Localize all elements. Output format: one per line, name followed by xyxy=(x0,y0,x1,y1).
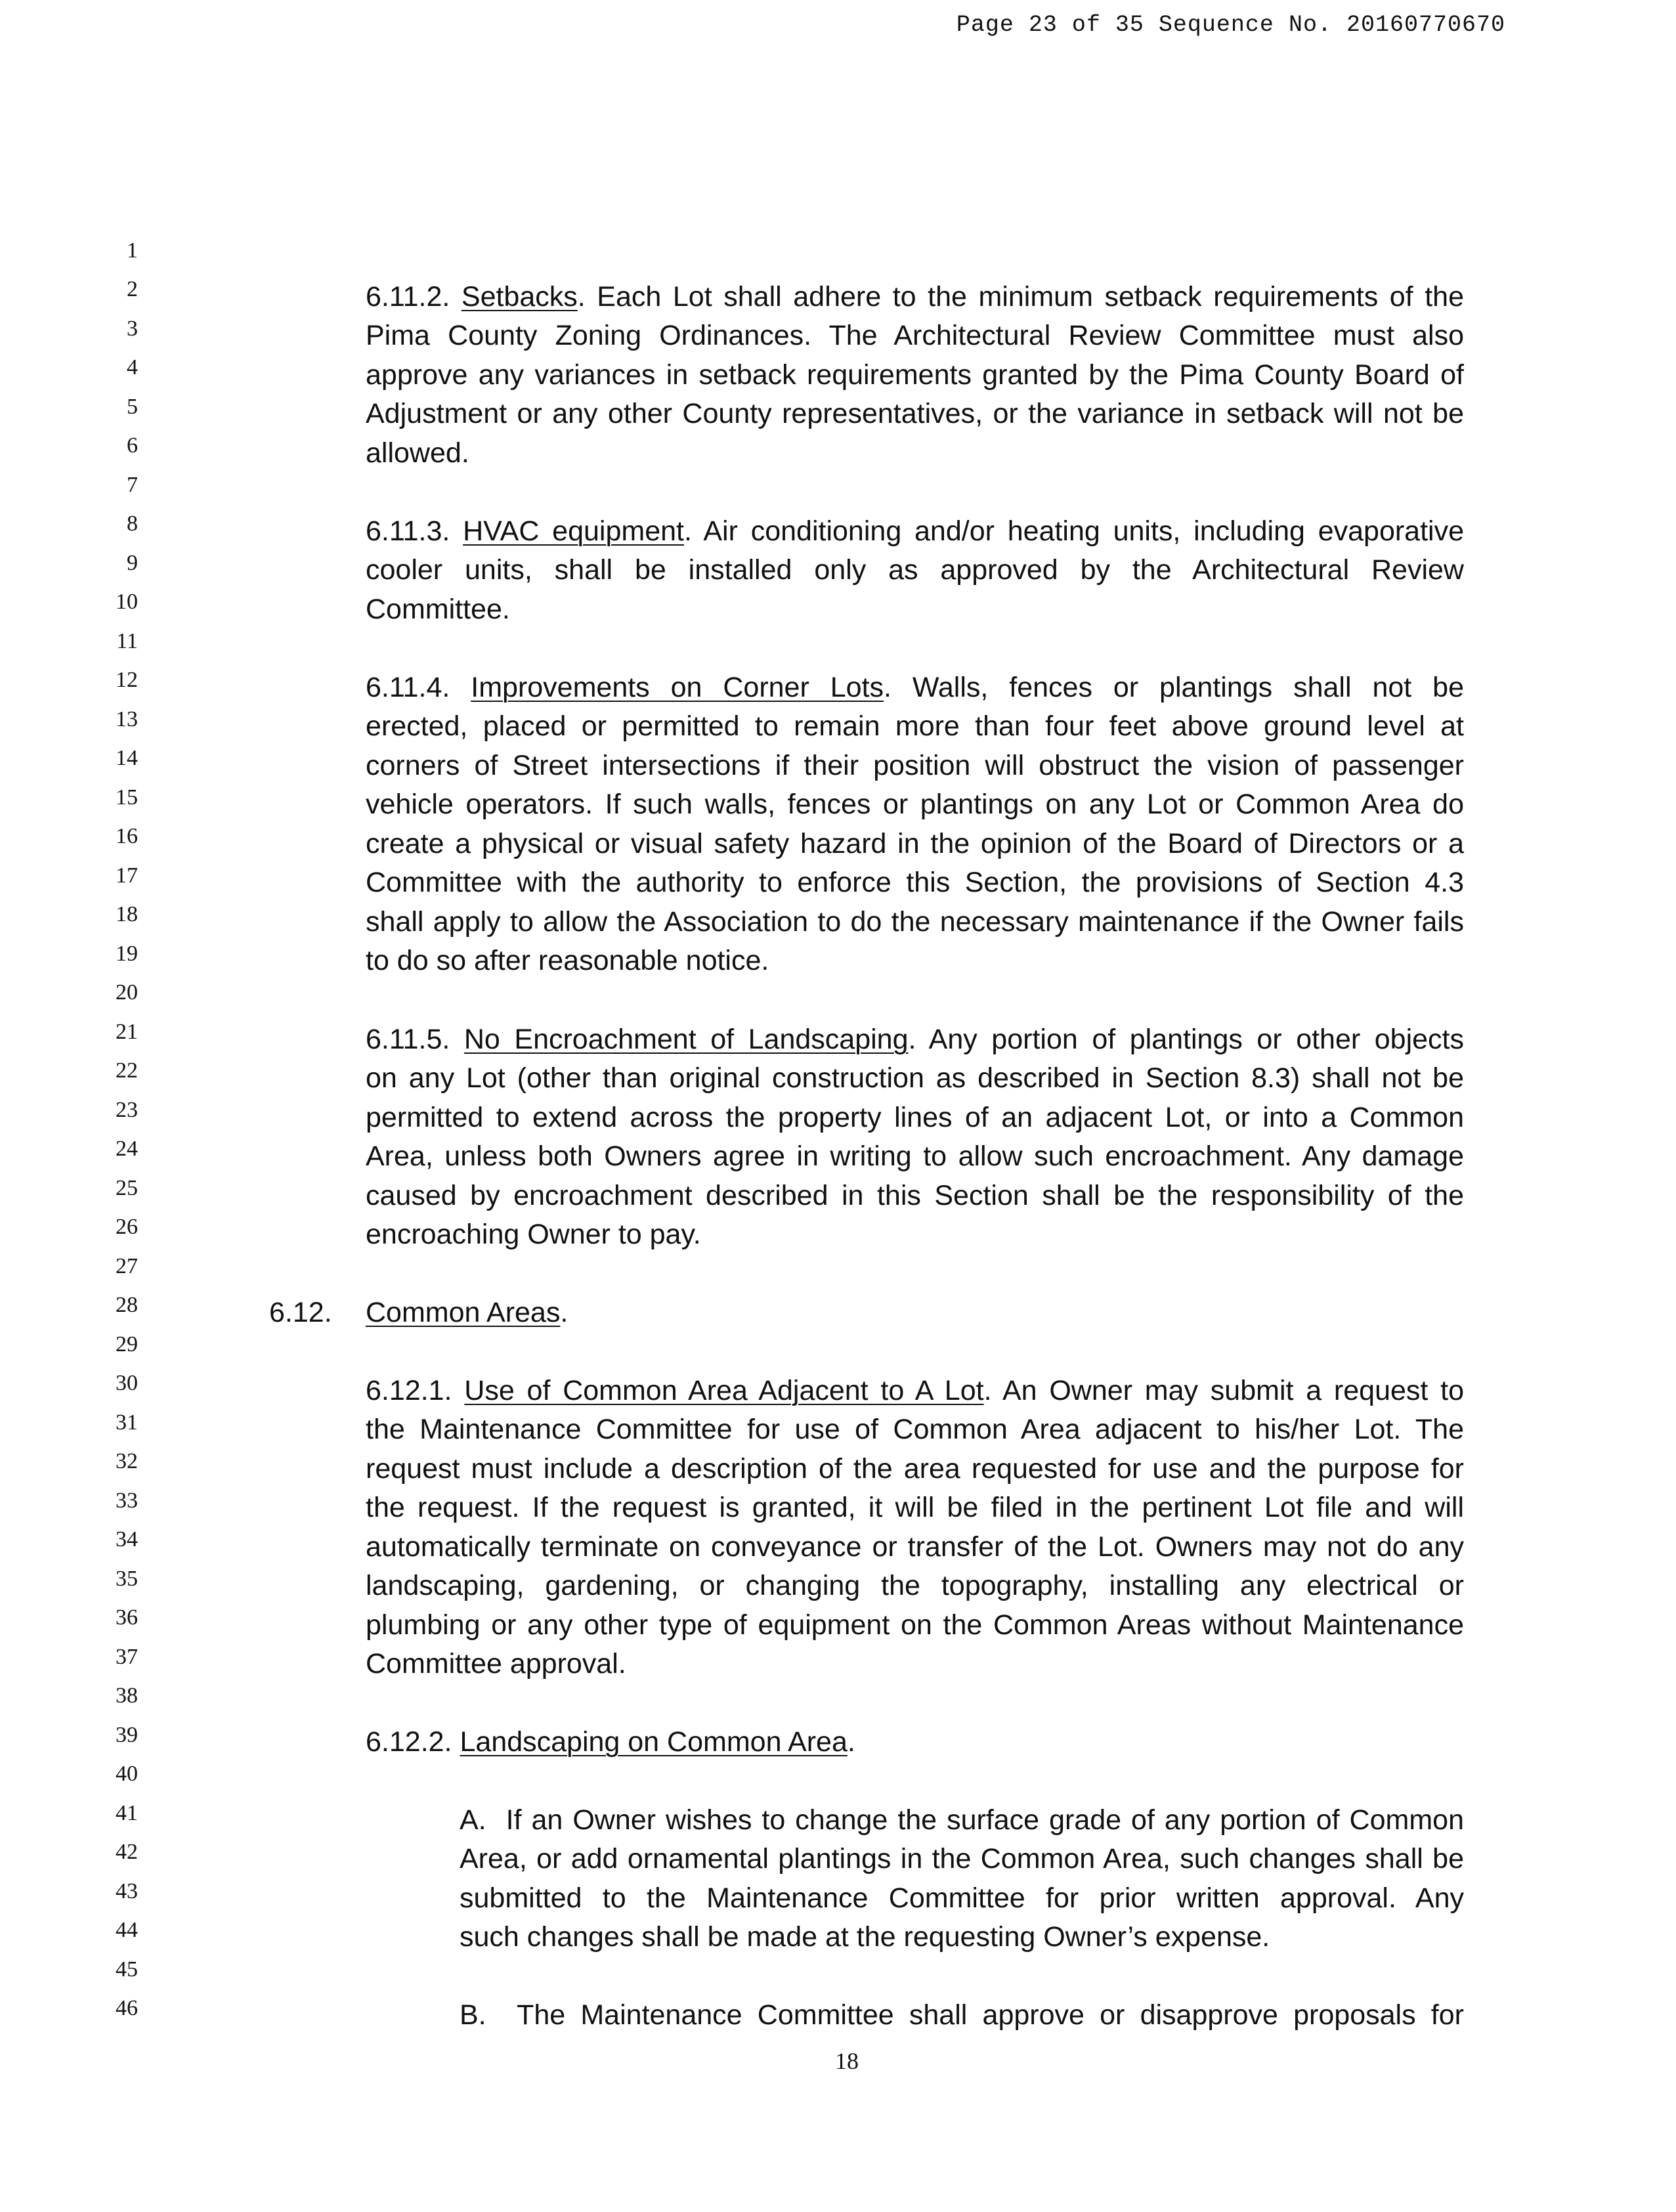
section-text: Air conditioning and/or heating units, including evaporative xyxy=(703,515,1465,547)
text-line: shall apply to allow the Association to do the necessary maintenance if the Owner fails xyxy=(366,906,1464,938)
line-number: 2 xyxy=(127,277,138,301)
text-line: Pima County Zoning Ordinances. The Architectural Review Committee must also xyxy=(366,320,1464,351)
line-number: 15 xyxy=(116,785,138,810)
section-heading: Use of Common Area Adjacent to A Lot xyxy=(464,1375,984,1406)
text-line: encroaching Owner to pay. xyxy=(366,1219,701,1250)
text-line: 6.11.4. Improvements on Corner Lots. Walls, fences or plantings shall not be xyxy=(366,672,1464,703)
section-number: 6.11.2. xyxy=(366,281,450,313)
section-text: Any portion of plantings or other objects xyxy=(928,1024,1465,1055)
line-number: 16 xyxy=(116,824,138,848)
line-number: 14 xyxy=(116,746,138,770)
line-number: 18 xyxy=(116,902,138,926)
line-number: 17 xyxy=(116,863,138,888)
text-line: Adjustment or any other County representatives, or the variance in setback will not be xyxy=(366,398,1464,429)
line-number: 20 xyxy=(116,980,138,1005)
section-number: 6.12. xyxy=(269,1297,332,1328)
line-number: 31 xyxy=(116,1410,138,1435)
line-number: 1 xyxy=(127,238,138,263)
section-text: Walls, fences or plantings shall not be xyxy=(912,672,1464,703)
text-line: cooler units, shall be installed only as approved by the Architectural Review xyxy=(366,554,1464,586)
text-line: allowed. xyxy=(366,437,469,469)
line-number: 46 xyxy=(116,1996,138,2020)
section-number: 6.11.3. xyxy=(366,515,450,547)
line-number: 34 xyxy=(116,1527,138,1551)
text-line: 6.11.5. No Encroachment of Landscaping. Any portion of plantings or other objects xyxy=(366,1024,1465,1055)
section-heading: Setbacks xyxy=(461,281,578,313)
line-number: 23 xyxy=(116,1098,138,1122)
text-line: erected, placed or permitted to remain more than four feet above ground level at xyxy=(366,710,1464,742)
line-number: 42 xyxy=(116,1840,138,1864)
section-heading-line: Common Areas. xyxy=(366,1297,569,1328)
line-number: 38 xyxy=(116,1683,138,1708)
text-line: permitted to extend across the property lines of an adjacent Lot, or into a Common xyxy=(366,1102,1464,1133)
text-line: create a physical or visual safety hazard in the opinion of the Board of Directors or a xyxy=(366,828,1464,859)
line-number: 43 xyxy=(116,1879,138,1903)
section-heading: Landscaping on Common Area xyxy=(460,1726,848,1758)
line-number: 22 xyxy=(116,1058,138,1083)
line-number: 27 xyxy=(116,1254,138,1278)
text-line: landscaping, gardening, or changing the topography, installing any electrical or xyxy=(366,1570,1464,1601)
text-line: request must include a description of the area requested for use and the purpose for xyxy=(366,1453,1464,1485)
text-line: submitted to the Maintenance Committee for prior written approval. Any xyxy=(460,1882,1464,1914)
text-line: 6.12.2. Landscaping on Common Area. xyxy=(366,1726,855,1758)
text-line: Committee with the authority to enforce this Section, the provisions of Section 4.3 xyxy=(366,867,1464,898)
text-line: automatically terminate on conveyance or transfer of the Lot. Owners may not do any xyxy=(366,1531,1464,1563)
line-number: 8 xyxy=(127,511,138,536)
text-line: Area, or add ornamental plantings in the Common Area, such changes shall be xyxy=(460,1843,1464,1875)
section-number: 6.12.1. xyxy=(366,1375,452,1406)
text-line: 6.12.1. Use of Common Area Adjacent to A Lot. An Owner may submit a request to xyxy=(366,1375,1465,1406)
line-number: 3 xyxy=(127,316,138,341)
line-number: 32 xyxy=(116,1449,138,1473)
text-line: such changes shall be made at the requesting Owner’s expense. xyxy=(460,1921,1270,1953)
line-number: 5 xyxy=(127,395,138,419)
line-number: 4 xyxy=(127,355,138,380)
line-number: 21 xyxy=(116,1020,138,1044)
line-number: 6 xyxy=(127,433,138,458)
text-line: approve any variances in setback requirements granted by the Pima County Board of xyxy=(366,359,1464,391)
line-number: 9 xyxy=(127,551,138,575)
section-number: 6.11.5. xyxy=(366,1024,450,1055)
line-number: 29 xyxy=(116,1332,138,1356)
line-number: 35 xyxy=(116,1567,138,1591)
line-number: 30 xyxy=(116,1371,138,1395)
text-line: on any Lot (other than original construction as described in Section 8.3) shall not be xyxy=(366,1062,1464,1094)
section-number: 6.12.2. xyxy=(366,1726,452,1758)
line-number: 28 xyxy=(116,1293,138,1317)
line-number: 33 xyxy=(116,1488,138,1513)
text-line: to do so after reasonable notice. xyxy=(366,945,769,976)
item-text: If an Owner wishes to change the surface grade of any portion of Common xyxy=(505,1804,1464,1836)
line-number: 24 xyxy=(116,1137,138,1161)
line-number: 13 xyxy=(116,707,138,731)
line-number: 37 xyxy=(116,1645,138,1669)
text-line: corners of Street intersections if their position will obstruct the vision of passenger xyxy=(366,750,1464,781)
line-number: 41 xyxy=(116,1801,138,1825)
text-line: Area, unless both Owners agree in writing to allow such encroachment. Any damage xyxy=(366,1140,1464,1172)
line-number: 26 xyxy=(116,1215,138,1239)
text-line: the Maintenance Committee for use of Common Area adjacent to his/her Lot. The xyxy=(366,1414,1464,1445)
section-heading: Common Areas xyxy=(366,1297,561,1328)
text-line: the request. If the request is granted, it will be filed in the pertinent Lot file and will xyxy=(366,1492,1464,1523)
section-heading: Improvements on Corner Lots xyxy=(471,672,884,703)
item-label: B. xyxy=(460,1999,486,2031)
line-number: 44 xyxy=(116,1918,138,1942)
line-number: 36 xyxy=(116,1605,138,1630)
line-number: 12 xyxy=(116,668,138,692)
text-line: 6.11.2. Setbacks. Each Lot shall adhere to the minimum setback requirements of the xyxy=(366,281,1464,313)
line-number: 45 xyxy=(116,1957,138,1982)
text-line: Committee approval. xyxy=(366,1648,626,1680)
line-number: 40 xyxy=(116,1762,138,1786)
item-label: A. xyxy=(460,1804,486,1836)
page-number: 18 xyxy=(835,2048,859,2074)
line-number: 7 xyxy=(127,473,138,497)
line-number: 10 xyxy=(116,590,138,614)
text-line: vehicle operators. If such walls, fences or plantings on any Lot or Common Area do xyxy=(366,789,1464,820)
section-heading: HVAC equipment xyxy=(463,515,684,547)
text-line xyxy=(460,1801,1464,1839)
text-line: Committee. xyxy=(366,594,510,625)
text-line: 6.11.3. HVAC equipment. Air conditioning and/or heating units, including evaporative xyxy=(366,515,1465,547)
text-line: plumbing or any other type of equipment on the Common Areas without Maintenance xyxy=(366,1609,1464,1641)
page-header: Page 23 of 35 Sequence No. 20160770670 xyxy=(956,12,1505,38)
line-number: 25 xyxy=(116,1176,138,1200)
section-number: 6.11.4. xyxy=(366,672,450,703)
text-line xyxy=(460,1996,1464,2034)
line-number: 39 xyxy=(116,1723,138,1747)
section-text: An Owner may submit a request to xyxy=(1002,1375,1465,1406)
section-heading: No Encroachment of Landscaping xyxy=(463,1024,909,1055)
section-text: Each Lot shall adhere to the minimum setback requirements of the xyxy=(597,281,1464,313)
line-number: 11 xyxy=(116,629,138,653)
text-line: caused by encroachment described in this Section shall be the responsibility of the xyxy=(366,1180,1464,1211)
item-text: The Maintenance Committee shall approve or disapprove proposals for xyxy=(517,1999,1464,2031)
line-number: 19 xyxy=(116,942,138,966)
